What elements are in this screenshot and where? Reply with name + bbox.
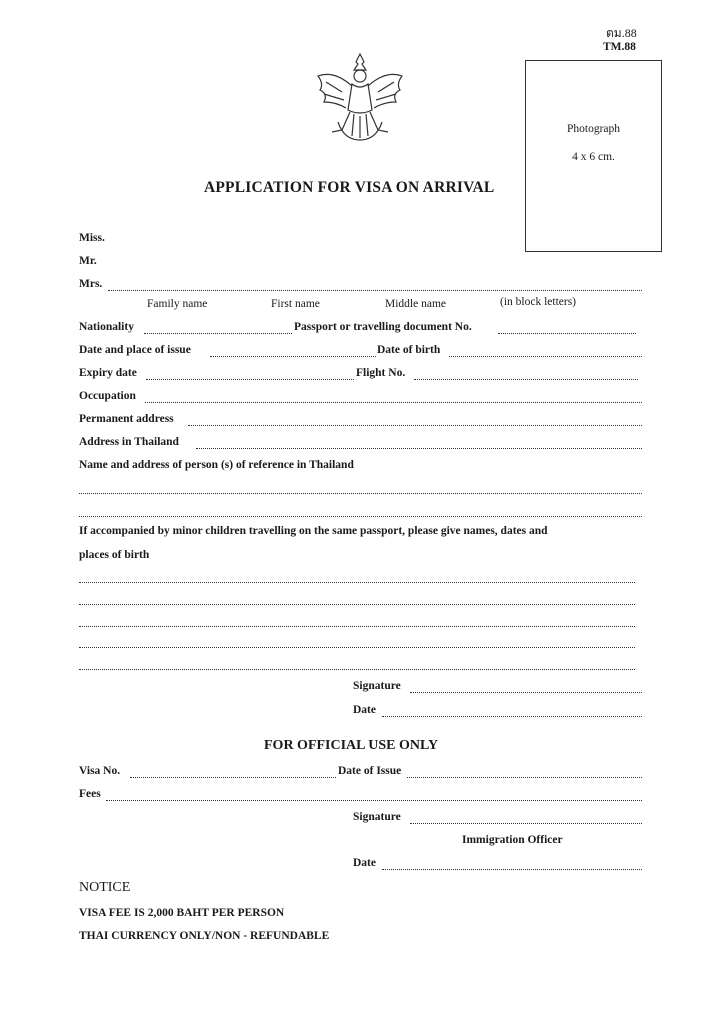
reference-line-2[interactable] [79,516,642,517]
immigration-officer-label: Immigration Officer [462,834,563,846]
garuda-emblem-icon [312,50,408,142]
reference-label: Name and address of person (s) of reference in Thailand [79,459,354,471]
middle-name-label: Middle name [385,298,446,310]
photo-label: Photograph [566,123,621,135]
block-letters-note: (in block letters) [500,296,577,308]
minor-children-line-5[interactable] [79,669,635,670]
date-label: Date [353,704,376,716]
notice-line-1: VISA FEE IS 2,000 BAHT PER PERSON [79,907,285,919]
signature-field[interactable] [410,692,642,693]
visa-no-field[interactable] [130,777,336,778]
date-of-issue-label: Date of Issue [338,765,402,777]
fees-field[interactable] [106,800,642,801]
title-mr: Mr. [79,255,97,267]
signature-label: Signature [353,680,401,692]
date-place-issue-field[interactable] [210,356,376,357]
fees-label: Fees [79,788,101,800]
expiry-date-label: Expiry date [79,367,137,379]
date-of-birth-label: Date of birth [377,344,441,356]
form-code-thai: ตม.88 [606,26,637,40]
photo-box [525,60,662,252]
notice-line-2: THAI CURRENCY ONLY/NON - REFUNDABLE [79,930,330,942]
flight-no-field[interactable] [414,379,638,380]
address-thailand-label: Address in Thailand [79,436,179,448]
passport-label: Passport or travelling document No. [294,321,472,333]
date-of-issue-field[interactable] [407,777,642,778]
notice-heading: NOTICE [79,880,131,895]
page-title: APPLICATION FOR VISA ON ARRIVAL [204,179,495,196]
minor-children-line-2[interactable] [79,604,635,605]
passport-field[interactable] [498,333,636,334]
official-date-label: Date [353,857,376,869]
nationality-label: Nationality [79,321,134,333]
expiry-date-field[interactable] [146,379,354,380]
official-heading: FOR OFFICIAL USE ONLY [264,738,439,753]
visa-no-label: Visa No. [79,765,121,777]
official-date-field[interactable] [382,869,642,870]
photo-size: 4 x 6 cm. [572,151,615,163]
occupation-label: Occupation [79,390,136,402]
permanent-address-field[interactable] [188,425,642,426]
date-field[interactable] [382,716,642,717]
flight-no-label: Flight No. [356,367,406,379]
reference-line-1[interactable] [79,493,642,494]
permanent-address-label: Permanent address [79,413,174,425]
title-mrs: Mrs. [79,278,103,290]
official-signature-label: Signature [353,811,401,823]
date-place-issue-label: Date and place of issue [79,344,191,356]
nationality-field[interactable] [144,333,292,334]
minor-children-line-3[interactable] [79,626,635,627]
address-thailand-field[interactable] [196,448,642,449]
official-signature-field[interactable] [410,823,642,824]
family-name-label: Family name [147,298,208,310]
occupation-field[interactable] [145,402,642,403]
form-code: TM.88 [603,41,636,53]
first-name-label: First name [271,298,320,310]
title-miss: Miss. [79,232,105,244]
date-of-birth-field[interactable] [449,356,642,357]
minor-children-label-2: places of birth [79,549,150,561]
name-field[interactable] [108,290,642,291]
minor-children-line-1[interactable] [79,582,635,583]
minor-children-line-4[interactable] [79,647,635,648]
minor-children-label-1: If accompanied by minor children travelling on the same passport, please give names, dates and [79,525,548,537]
